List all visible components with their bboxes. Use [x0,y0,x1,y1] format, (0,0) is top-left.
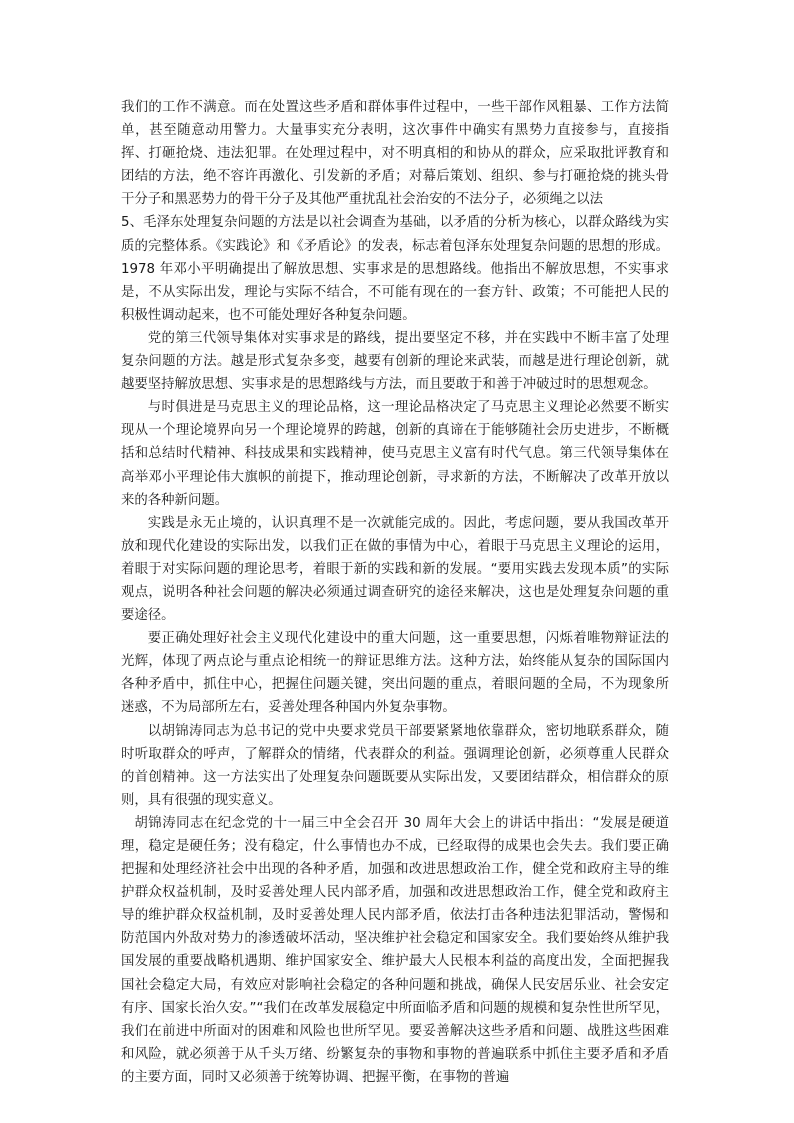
paragraph-major-issues: 要正确处理好社会主义现代化建设中的重大问题，这一重要思想，闪烁着唯物辩证法的光辉，体现了两点论与重点论相统一的辩证思维方法。这种方法，始终能从复杂的国际国内各种矛盾中，抓住中心，把握住问题关键，突出问题的重点，着眼问题的全局，不为现象所迷惑，不为局部所左右，妥善处理各种国内外复杂事物。 [121,631,669,716]
paragraph-speech: 胡锦涛同志在纪念党的十一届三中全会召开 30 周年大会上的讲话中指出：“发展是硬道理，稳定是硬任务；没有稳定，什么事情也办不成，已经取得的成果也会失去。我们要正确把握和处理经济社会中出现的各种矛盾，加强和改进思想政治工作，健全党和政府主导的维护群众权益机制，及时妥善处理人民内部矛盾，加强和改进思想政治工作，健全党和政府主导的维护群众权益机制，及时妥善处理人民内部矛盾，依法打击各种违法犯罪活动，警惕和防范国内外敌对势力的渗透破坏活动，坚决维护社会稳定和国家安全。我们要始终从维护我国发展的重要战略机遇期、维护国家安全、维护最大人民根本利益的高度出发，全面把握我国社会稳定大局，有效应对影响社会稳定的各种问题和挑战，确保人民安居乐业、社会安定有序、国家长治久安。”“我们在改革发展稳定中所面临矛盾和问题的规模和复杂性世所罕见，我们在前进中所面对的困难和风险也世所罕见。要妥善解决这些矛盾和问题、战胜这些困难和风险，就必须善于从千头万绪、纷繁复杂的事物和事物的普遍联系中抓住主要矛盾和矛盾的主要方面，同时又必须善于统筹协调、把握平衡，在事物的普遍 [121,815,669,1085]
paragraph-practice: 实践是永无止境的，认识真理不是一次就能完成的。因此，考虑问题，要从我国改革开放和现代化建设的实际出发，以我们正在做的事情为中心，着眼于马克思主义理论的运用，着眼于对实际问题的理论思考，着眼于新的实践和新的发展。“要用实践去发现本质”的实际观点，说明各种社会问题的解决必须通过调查研究的途径来解决，这也是处理复杂问题的重要途径。 [121,515,669,624]
document-page [121,96,669,1089]
paragraph-third-generation: 党的第三代领导集体对实事求是的路线，提出要坚定不移，并在实践中不断丰富了处理复杂问题的方法。越是形式复杂多变，越要有创新的理论来武装，而越是进行理论创新，就越要坚持解放思想、实事求是的思想路线与方法，而且要敢于和善于冲破过时的思想观念。 [121,330,669,393]
paragraph-advance-with-times: 与时俱进是马克思主义的理论品格，这一理论品格决定了马克思主义理论必然要不断实现从一个理论境界向另一个理论境界的跨越，创新的真谛在于能够随社会历史进步，不断概括和总结时代精神、科技成果和实践精神，使马克思主义富有时代气息。第三代领导集体在高举邓小平理论伟大旗帜的前提下，推动理论创新，寻求新的方法，不断解决了改革开放以来的各种新问题。 [121,400,669,508]
paragraph-mass-line: 以胡锦涛同志为总书记的党中央要求党员干部要紧紧地依靠群众，密切地联系群众，随时听取群众的呼声，了解群众的情绪，代表群众的利益。强调理论创新，必须尊重人民群众的首创精神。这一方法实出了处理复杂问题既要从实际出发，又要团结群众，相信群众的原则，具有很强的现实意义。 [121,723,669,808]
paragraph-intro: 我们的工作不满意。而在处置这些矛盾和群体事件过程中，一些干部作风粗暴、工作方法简单，甚至随意动用警力。大量事实充分表明，这次事件中确实有黑势力直接参与，直接指挥、打砸抢烧、违法犯罪。在处理过程中，对不明真相的和协从的群众，应采取批评教育和团结的方法，绝不容许再激化、引发新的矛盾；对幕后策划、组织、参与打砸抢烧的挑头骨干分子和黑恶势力的骨干分子及其他严重扰乱社会治安的不法分子，必须绳之以法 [121,100,669,208]
paragraph-mao-methods: 5、毛泽东处理复杂问题的方法是以社会调查为基础，以矛盾的分析为核心，以群众路线为实质的完整体系。《实践论》和《矛盾论》的发表，标志着包泽东处理复杂问题的思想的形成。1978 年邓小平明确提出了解放思想、实事求是的思想路线。他指出不解放思想，不实事求是，不从实际出发，理论与实际不结合，不可能有现在的一套方针、政策；不可能把人民的积极性调动起来，也不可能处理好各种复杂问题。 [121,215,669,323]
